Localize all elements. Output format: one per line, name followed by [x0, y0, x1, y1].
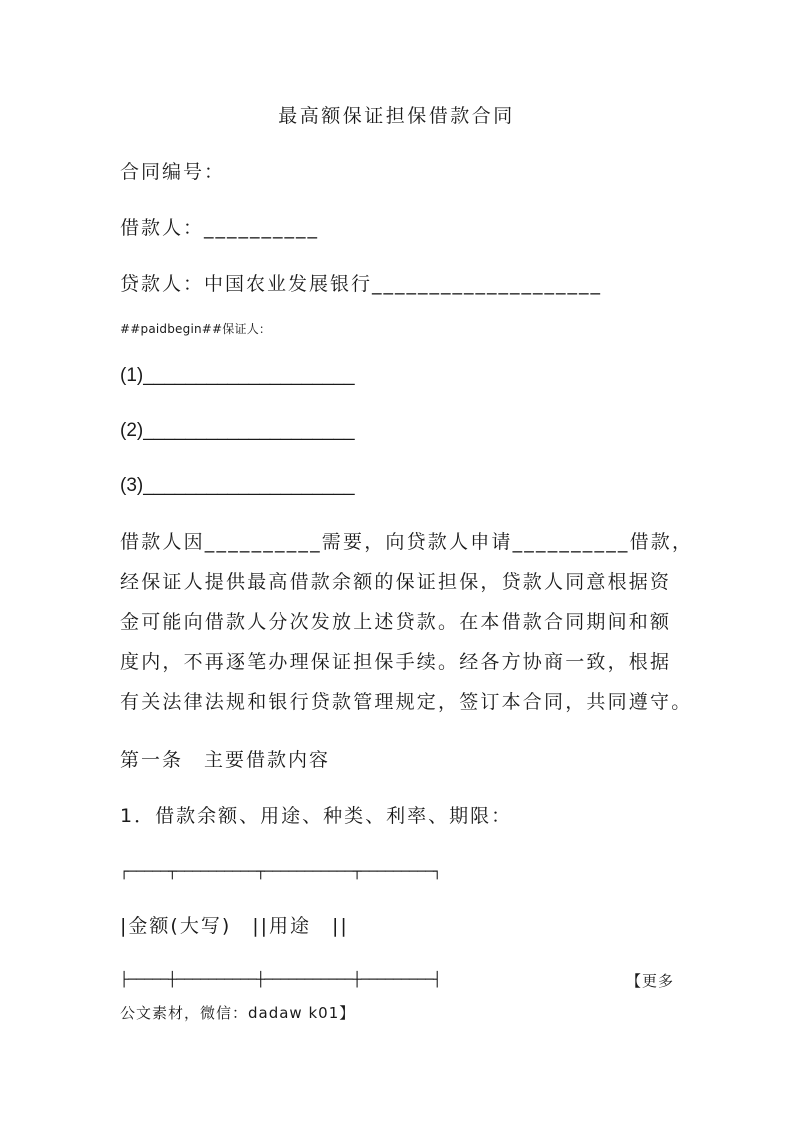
article-1-heading: 第一条 主要借款内容: [120, 749, 331, 771]
guarantor-line-1: (1)____________________: [120, 365, 355, 386]
table-header-row: |金额(大写) ||用途 ||: [120, 915, 349, 937]
lender-line: 贷款人：中国农业发展银行____________________: [120, 273, 603, 295]
contract-number-label: 合同编号：: [120, 161, 226, 183]
table-middle-border: ├─────┼──────────┼───────────┼─────────┤: [120, 972, 442, 988]
intro-line: 有关法律法规和银行贷款管理规定，签订本合同，共同遵守。: [120, 691, 693, 713]
document-title: 最高额保证担保借款合同: [278, 105, 515, 127]
guarantor-line-2: (2)____________________: [120, 420, 355, 441]
borrower-line: 借款人：__________: [120, 217, 320, 239]
guarantor-line-3: (3)____________________: [120, 475, 355, 496]
intro-line: 经保证人提供最高借款余额的保证担保，贷款人同意根据资: [120, 571, 672, 593]
intro-line: 金可能向借款人分次发放上述贷款。在本借款合同期间和额: [120, 611, 672, 633]
intro-paragraph: [120, 522, 694, 722]
intro-line: 借款人因__________需要，向贷款人申请__________借款，: [120, 531, 694, 553]
intro-line: 度内，不再逐笔办理保证担保手续。经各方协商一致，根据: [120, 651, 672, 673]
guarantor-header: ##paidbegin##保证人：: [120, 322, 272, 336]
footer-note-tail: 【更多: [626, 972, 675, 990]
item-1-text: 1．借款余额、用途、种类、利率、期限：: [120, 805, 513, 827]
table-top-border: ┌─────┬──────────┬───────────┬─────────┐: [120, 864, 442, 880]
footer-note: 公文素材，微信：dadaw k01】: [120, 1004, 356, 1022]
